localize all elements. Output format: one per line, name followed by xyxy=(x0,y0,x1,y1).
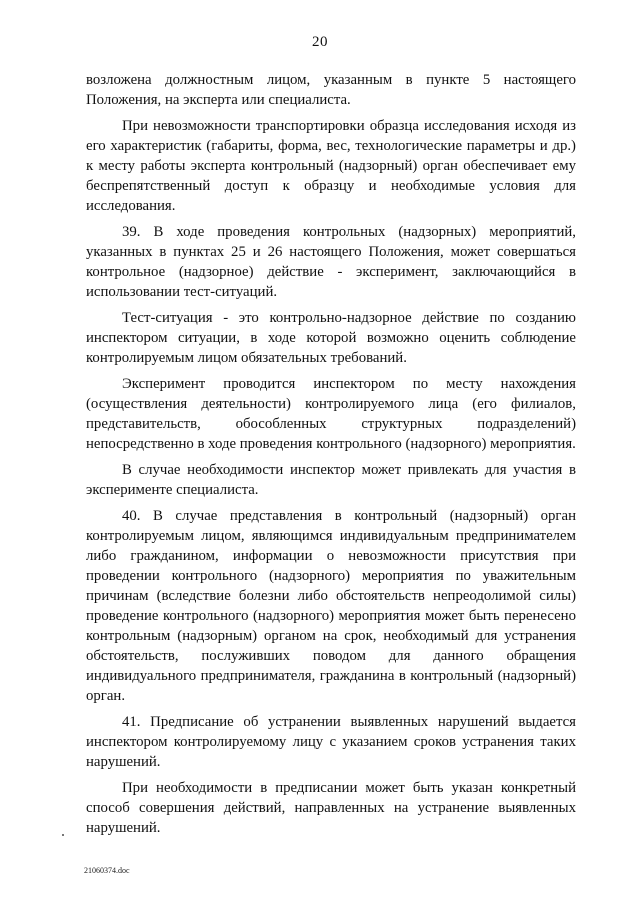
paragraph-item-41: 41. Предписание об устранении выявленных нарушений выдается инспектором контролируемому лицу с указанием сроков устранения таких нарушений. xyxy=(86,714,576,770)
paragraph-item-39: 39. В ходе проведения контрольных (надзорных) мероприятий, указанных в пунктах 25 и 26 настоящего Положения, может совершаться контрольное (надзорное) действие - эксперимент, заключающийся в использовании тест-ситуаций. xyxy=(86,224,576,300)
footer-file-code: 21060374.doc xyxy=(84,866,130,875)
paragraph-specialist: В случае необходимости инспектор может привлекать для участия в эксперименте специалиста. xyxy=(86,462,576,498)
page-number: 20 xyxy=(312,34,328,50)
scan-dot xyxy=(62,834,64,836)
paragraph-test-situation: Тест-ситуация - это контрольно-надзорное действие по созданию инспектором ситуации, в ходе которой возможно оценить соблюдение контролируемым лицом обязательных требований. xyxy=(86,310,576,366)
paragraph-continuation: возложена должностным лицом, указанным в пункте 5 настоящего Положения, на эксперта или специалиста. xyxy=(86,72,576,108)
paragraph-sample-transport: При невозможности транспортировки образца исследования исходя из его характеристик (габариты, форма, вес, технологические параметры и др.) к месту работы эксперта контрольный (надзорный) орган обеспечивает ему беспрепятственный доступ к образцу и необходимые условия для исследования. xyxy=(86,118,576,214)
paragraph-experiment-location: Эксперимент проводится инспектором по месту нахождения (осуществления деятельности) контролируемого лица (его филиалов, представительств, обособленных структурных подразделений) непосредственно в ходе проведения контрольного (надзорного) мероприятия. xyxy=(86,376,576,452)
document-body xyxy=(86,70,576,844)
paragraph-item-40: 40. В случае представления в контрольный (надзорный) орган контролируемым лицом, являющимся индивидуальным предпринимателем либо гражданином, информации о невозможности присутствия при проведении контрольного (надзорного) мероприятия по уважительным причинам (вследствие болезни либо обстоятельств непреодолимой силы) проведение контрольного (надзорного) мероприятия может быть перенесено контрольным (надзорным) органом на срок, необходимый для устранения обстоятельств, послуживших поводом для данного обращения индивидуального предпринимателя, гражданина в контрольный (надзорный) орган. xyxy=(86,508,576,704)
paragraph-prescription-method: При необходимости в предписании может быть указан конкретный способ совершения действий, направленных на устранение выявленных нарушений. xyxy=(86,780,576,836)
